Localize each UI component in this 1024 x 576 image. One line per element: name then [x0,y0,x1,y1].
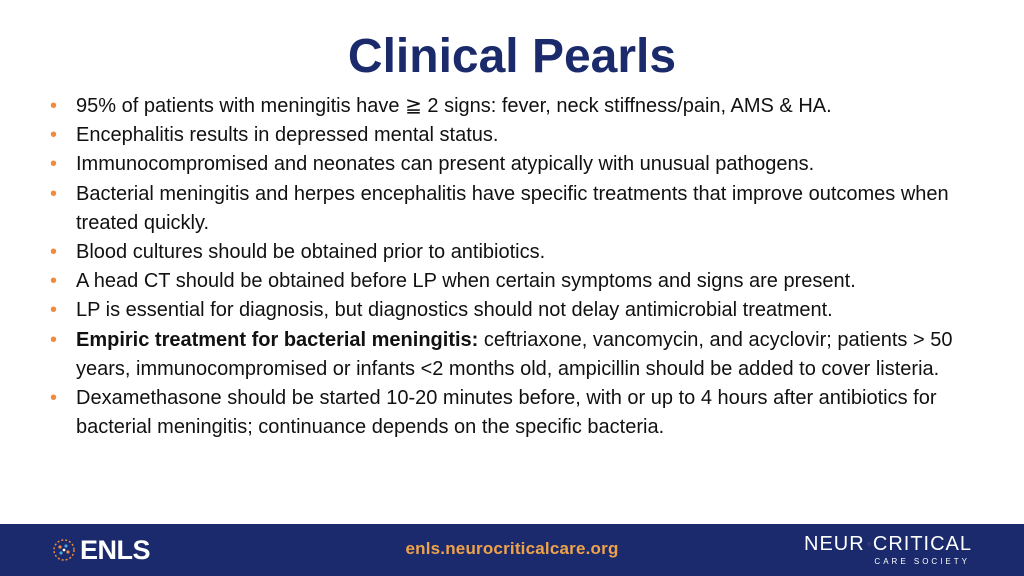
list-item [50,384,990,442]
footer-bar [0,524,1024,576]
ncs-logo-text-left: NEUR [804,533,865,555]
list-item [50,121,990,150]
bullet-icon: • [50,328,58,351]
ncs-logo-subtext: CARE SOCIETY [874,557,970,566]
footer-url-link[interactable]: enls.neurocriticalcare.org [405,539,619,558]
bullet-icon: • [50,153,58,176]
bullet-text: Bacterial meningitis and herpes encephalitis have specific treatments that improve outcomes when treated quickly. [76,182,949,234]
bullet-text: Encephalitis results in depressed mental status. [76,124,499,147]
list-item [50,267,990,296]
bullet-text: Immunocompromised and neonates can present atypically with unusual pathogens. [76,153,815,176]
bullet-icon: • [50,95,58,117]
bullet-text: LP is essential for diagnosis, but diagnostics should not delay antimicrobial treatment. [76,299,833,322]
list-item [50,92,990,121]
bullet-icon: • [50,387,58,410]
bullet-icon: • [50,182,58,205]
list-item [50,238,990,267]
bullet-list [50,92,990,442]
slide-title: Clinical Pearls [347,30,677,83]
bullet-icon: • [50,299,58,322]
list-item [50,150,990,179]
bullet-text: 95% of patients with meningitis have ≧ 2 signs: fever, neck stiffness/pain, AMS & HA. [76,95,832,117]
bullet-icon: • [50,270,58,293]
bullet-text: Blood cultures should be obtained prior to antibiotics. [76,241,546,264]
ncs-logo [804,533,972,569]
list-item [50,296,990,325]
list-item [50,180,990,238]
bullet-icon: • [50,241,58,264]
ncs-logo-text-right: CRITICAL [872,533,972,555]
bullet-text: Dexamethasone should be started 10-20 minutes before, with or up to 4 hours after antibiotics for bacterial meningitis; continuance depends on the specific bacteria. [76,387,937,439]
bullet-icon: • [50,124,58,147]
brain-icon [867,534,871,554]
bullet-text: A head CT should be obtained before LP when certain symptoms and signs are present. [76,270,856,293]
bullet-bold-lead: Empiric treatment for bacterial meningitis: [76,328,479,351]
list-item [50,326,990,384]
bullet-text: ceftriaxone, vancomycin, and acyclovir; patients > 50 years, immunocompromised or infants <2 months old, ampicillin should be added to cover listeria. [76,328,953,380]
enls-logo-text: ENLS [80,534,151,565]
